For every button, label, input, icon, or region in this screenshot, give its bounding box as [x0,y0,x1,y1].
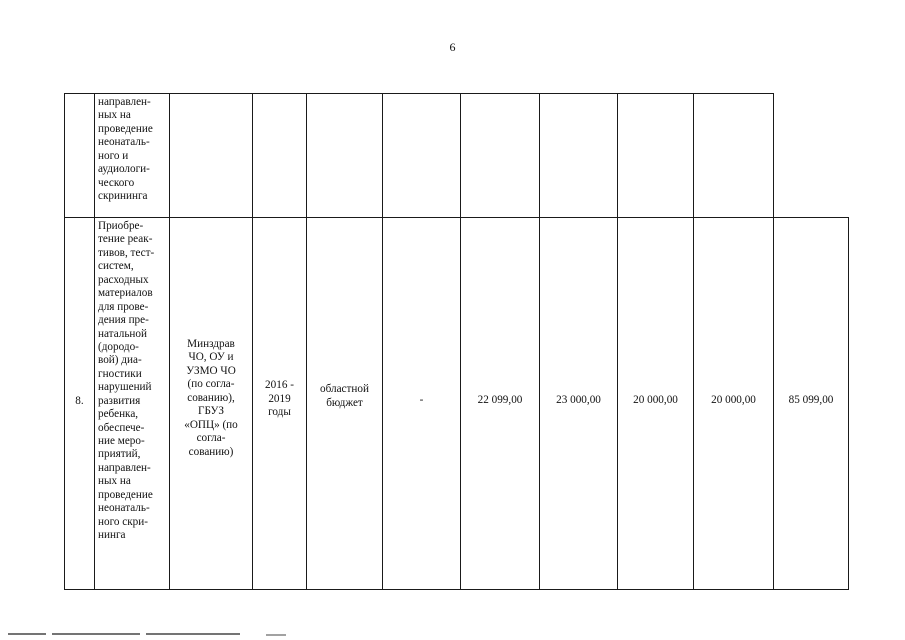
text-line: ного и [98,149,129,162]
text-line: нарушений [98,381,152,394]
text-line: ГБУЗ [198,405,224,418]
cell-col7 [540,94,618,218]
text-line: приятий, [98,448,141,461]
text-line: ние меро- [98,435,145,447]
text-line: тивов, тест- [98,246,155,259]
text-line: бюджет [326,396,363,409]
description-lines [98,220,167,543]
cell-col7: 23 000,00 [540,218,618,590]
text-line: сованию), [187,391,235,404]
text-line: проведение [98,488,153,501]
text-line: натальной [98,327,148,340]
text-line: годы [268,406,291,419]
text-line: областной [320,383,369,396]
program-table [64,93,849,590]
cell-col9: 20 000,00 [694,218,774,590]
text-line: Приобре- [98,220,144,232]
cell-number: 8. [65,218,95,590]
text-line: (по согла- [187,378,235,391]
cell-col9 [694,94,774,218]
cell-description [95,218,170,590]
table-row-continuation [65,94,849,218]
text-line: скрининга [98,190,148,203]
text-line: сованию) [188,445,234,458]
executors-lines [170,338,252,459]
cell-executors [170,218,253,590]
source-lines [307,383,382,410]
text-line: систем, [98,260,134,273]
cell-term [253,218,307,590]
cell-col5 [383,94,461,218]
cell-col6: 22 099,00 [461,218,540,590]
text-line: направлен- [98,461,151,474]
cell-col6 [461,94,540,218]
text-line: проведение [98,122,153,135]
text-line: ного скри- [98,515,148,528]
cell-col8 [618,94,694,218]
term-lines [253,379,306,419]
text-line: тение реак- [98,233,153,246]
cell-total: 85 099,00 [774,218,849,590]
cell-term [253,94,307,218]
cell-number [65,94,95,218]
text-line: аудиологи- [98,163,150,176]
text-line: (дородо- [98,340,139,353]
text-line: 2016 - [265,379,294,392]
cell-source [307,218,383,590]
text-line: ных на [98,475,131,488]
text-line: обеспече- [98,421,145,434]
table-row-8 [65,218,849,590]
text-line: материалов [98,287,153,300]
text-line: ЧО, ОУ и [188,351,234,364]
text-line: для прове- [98,300,149,313]
cell-col8: 20 000,00 [618,218,694,590]
text-line: дения пре- [98,314,149,327]
description-lines [98,96,167,204]
cell-col5: - [383,218,461,590]
text-line: УЗМО ЧО [186,364,236,377]
text-line: развития [98,394,141,407]
text-line: ных на [98,109,131,122]
cell-source [307,94,383,218]
text-line: Минздрав [187,338,235,351]
text-line: направлен- [98,96,151,108]
page-number: 6 [449,40,456,54]
text-line: расходных [98,273,149,286]
text-line: нинга [98,529,126,542]
text-line: неонаталь- [98,136,150,149]
text-line: «ОПЦ» (по [184,418,238,431]
text-line: ческого [98,176,135,189]
cell-executors [170,94,253,218]
text-line: 2019 [268,392,291,405]
text-line: неонаталь- [98,502,150,515]
text-line: ребенка, [98,408,139,421]
scan-edge-marks [0,632,905,640]
text-line: согла- [196,432,226,445]
text-line: вой) диа- [98,354,142,367]
cell-description [95,94,170,218]
text-line: гностики [98,367,142,380]
